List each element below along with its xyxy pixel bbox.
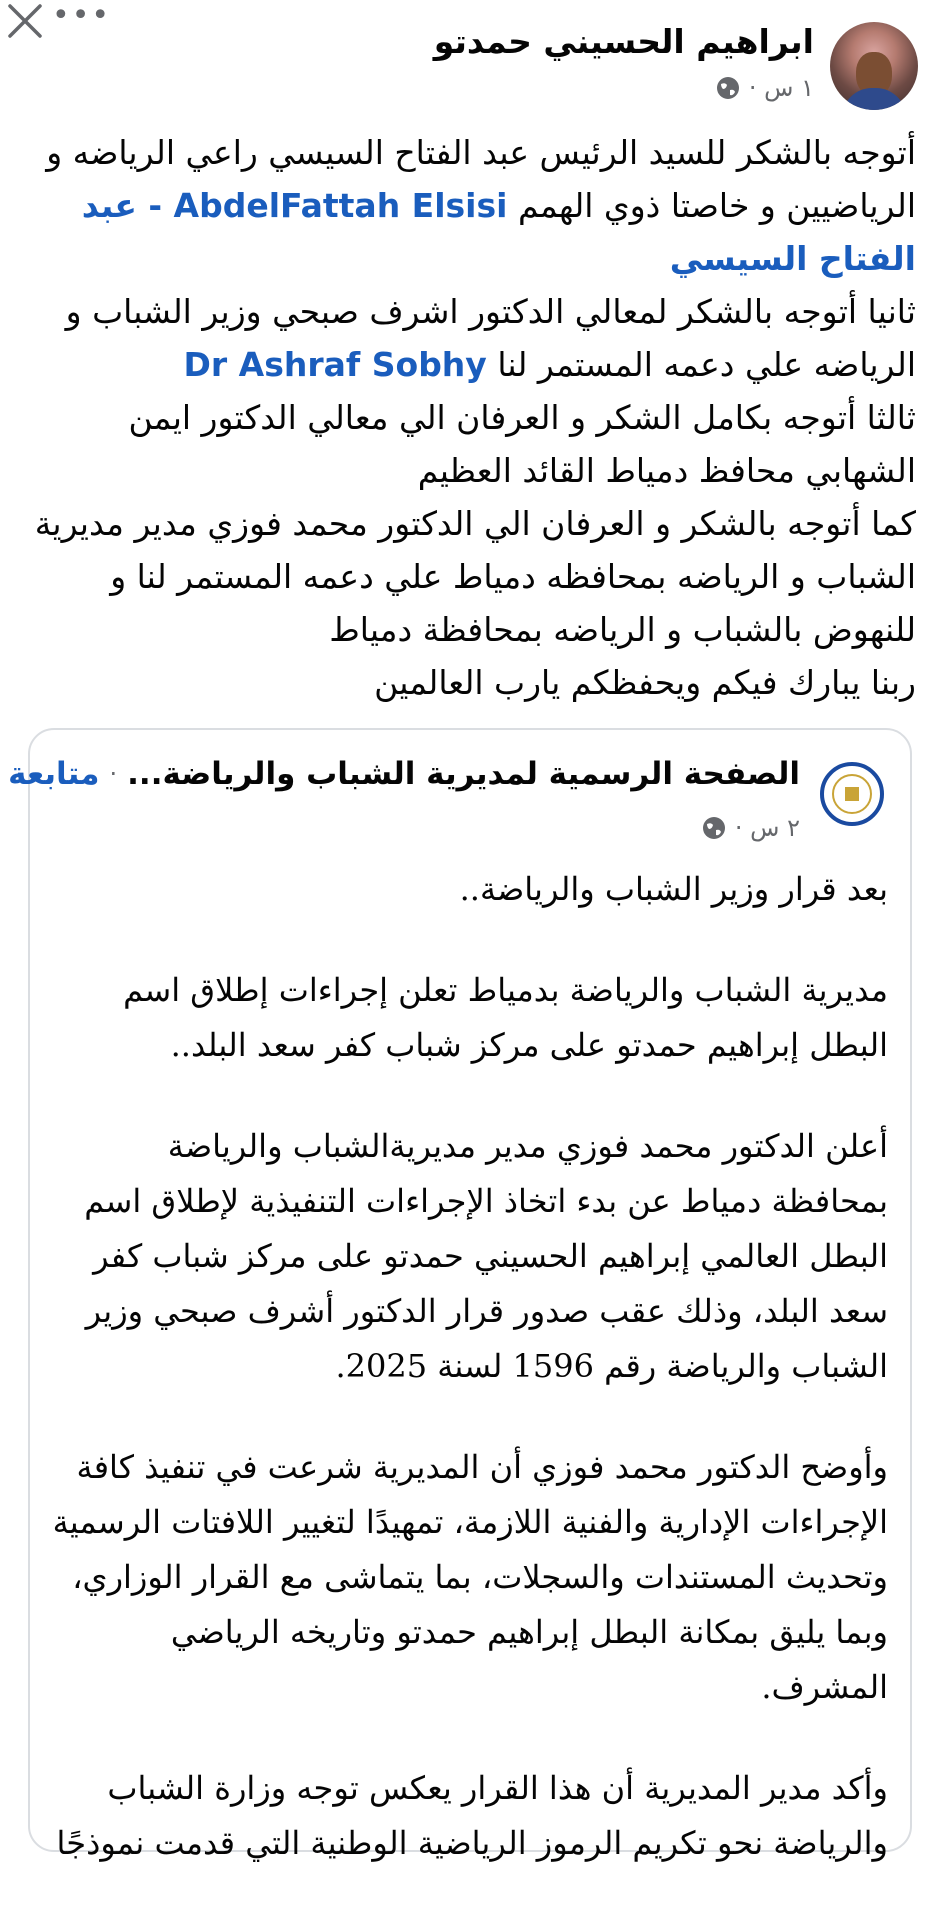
page-name[interactable]: الصفحة الرسمية لمديرية الشباب والرياضة... — [127, 756, 800, 792]
shared-time[interactable]: ٢ س · — [734, 814, 800, 842]
mention-elsisi[interactable]: AbdelFattah Elsisi - عبد الفتاح السيسي — [81, 186, 916, 278]
shared-paragraph: بعد قرار وزير الشباب والرياضة.. — [459, 870, 888, 908]
shared-header — [8, 756, 800, 792]
close-icon[interactable] — [6, 2, 46, 42]
post-meta — [715, 74, 814, 102]
post-paragraph-3: ثالثا أتوجه بكامل الشكر و العرفان الي معالي الدكتور ايمن الشهابي محافظ دمياط القائد العظيم — [128, 398, 916, 490]
shared-body — [52, 862, 888, 1917]
eagle-emblem-icon — [838, 780, 866, 808]
more-icon[interactable]: ••• — [52, 0, 112, 33]
separator-dot: · — [109, 760, 118, 788]
mention-ashraf-sobhy[interactable]: Dr Ashraf Sobhy — [183, 345, 487, 384]
author-name[interactable]: ابراهيم الحسيني حمدتو — [433, 22, 814, 61]
follow-button[interactable]: متابعة — [8, 756, 100, 792]
shared-meta — [701, 814, 800, 842]
page-avatar[interactable] — [820, 762, 884, 826]
author-avatar[interactable] — [830, 22, 918, 110]
post-paragraph-2: ثانيا أتوجه بالشكر لمعالي الدكتور اشرف صبحي وزير الشباب و الرياضه علي دعمه المستمر لنا Dr Ashraf Sobhy — [65, 292, 916, 384]
shared-paragraph: أعلن الدكتور محمد فوزي مدير مديريةالشباب والرياضة بمحافظة دمياط عن بدء اتخاذ الإجراءات التنفيذية لإطلاق اسم البطل العالمي إبراهيم الحسيني حمدتو على مركز شباب كفر سعد البلد، وذلك عقب صدور قرار الدكتور أشرف صبحي وزير الشباب والرياضة رقم 1596 لسنة 2025. — [84, 1127, 888, 1385]
shared-paragraph: وأوضح الدكتور محمد فوزي أن المديرية شرعت في تنفيذ كافة الإجراءات الإدارية والفنية اللازمة، تمهيدًا لتغيير اللافتات الرسمية وتحديث المستندات والسجلات، بما يتماشى مع القرار الوزاري، وبما يليق بمكانة البطل إبراهيم حمدتو وتاريخه الرياضي المشرف. — [52, 1448, 888, 1706]
post-paragraph-4: كما أتوجه بالشكر و العرفان الي الدكتور محمد فوزي مدير مديرية الشباب و الرياضه بمحافظه دمياط علي دعمه المستمر لنا و للنهوض بالشباب و الرياضه بمحافظة دمياط — [34, 504, 916, 649]
globe-icon — [715, 75, 741, 101]
post-time[interactable]: ١ س · — [748, 74, 814, 102]
post-text — [16, 126, 916, 709]
post-paragraph-1: أتوجه بالشكر للسيد الرئيس عبد الفتاح السيسي راعي الرياضه و الرياضيين و خاصتا ذوي الهمم AbdelFattah Elsisi - عبد الفتاح السيسي — [46, 133, 916, 278]
shared-paragraph: وأكد مدير المديرية أن هذا القرار يعكس توجه وزارة الشباب والرياضة نحو تكريم الرموز الرياضية الوطنية التي قدمت نموذجًا — [56, 1769, 888, 1862]
post-paragraph-5: ربنا يبارك فيكم ويحفظكم يارب العالمين — [374, 663, 916, 702]
post-header — [0, 0, 932, 120]
globe-icon — [701, 815, 727, 841]
shared-paragraph: مديرية الشباب والرياضة بدمياط تعلن إجراءات إطلاق اسم البطل إبراهيم حمدتو على مركز شباب كفر سعد البلد.. — [123, 971, 888, 1064]
shared-post-card[interactable] — [8, 728, 912, 1862]
